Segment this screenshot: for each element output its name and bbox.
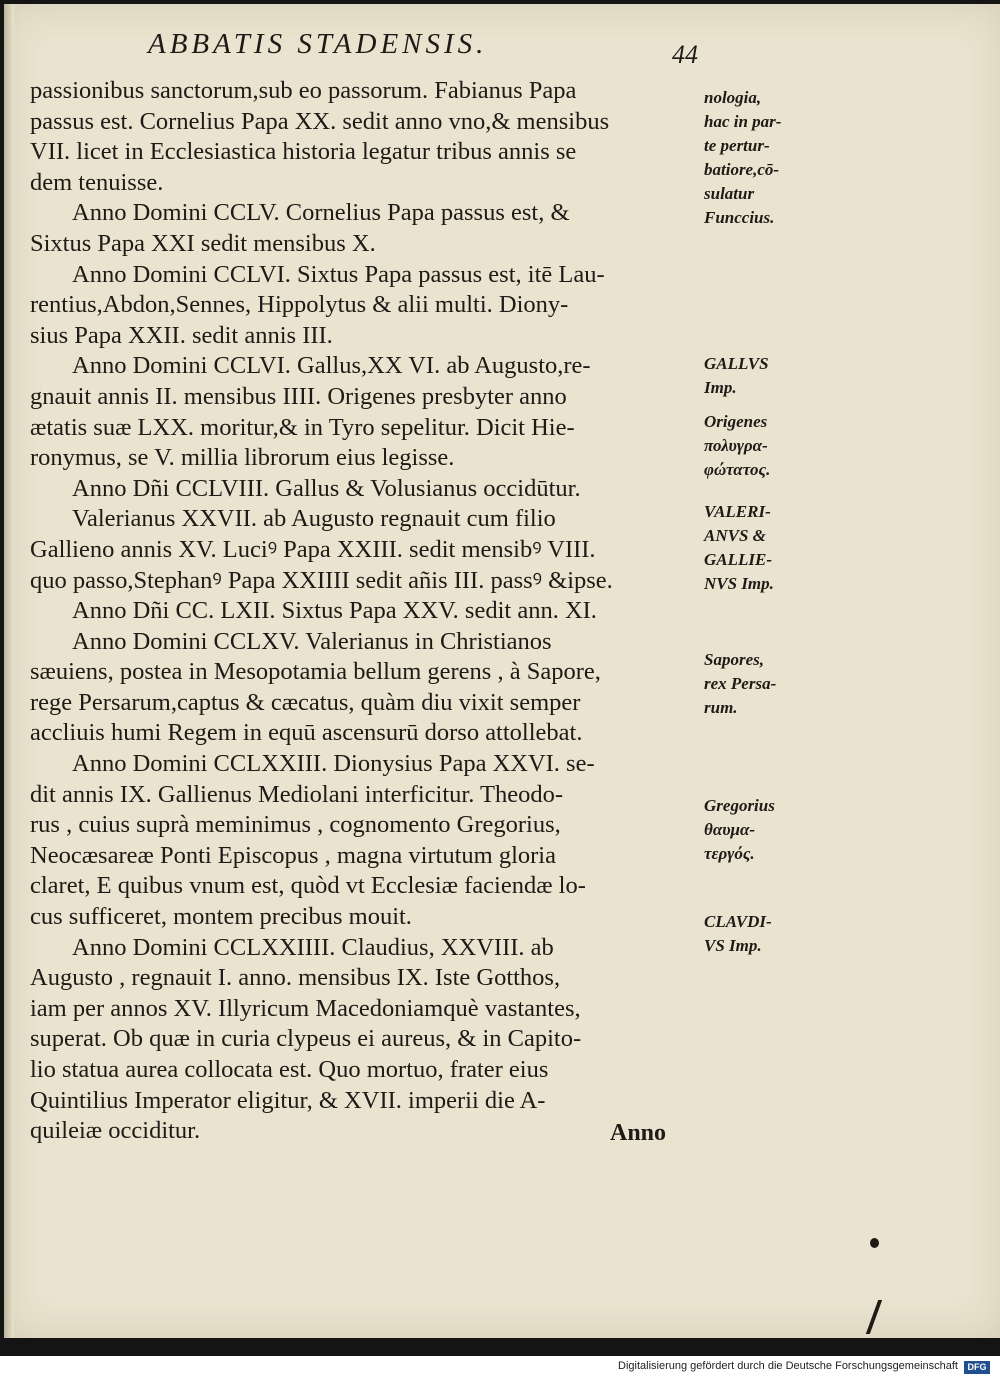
margin-note-line: Funccius. [704, 208, 775, 227]
margin-note-gregorius [704, 794, 824, 866]
text-line: Quintilius Imperator eligitur, & XVII. imperii die A- [30, 1086, 546, 1114]
margin-note-line: θαυμα- [704, 820, 756, 839]
margin-note-line: NVS Imp. [704, 574, 774, 593]
margin-note-line: Origenes [704, 412, 768, 431]
body-text [30, 76, 685, 1147]
margin-note-line: CLAVDI- [704, 912, 772, 931]
text-line: rege Persarum,captus & cæcatus, quàm diu vixit semper [30, 688, 581, 716]
text-line: superat. Ob quæ in curia clypeus ei aureus, & in Capito- [30, 1025, 582, 1053]
margin-note-chronology [704, 86, 824, 230]
margin-note-line: nologia, [704, 88, 762, 107]
margin-note-line: VS Imp. [704, 936, 762, 955]
text-line: Anno Dñi CCLVIII. Gallus & Volusianus occidūtur. [72, 474, 581, 502]
margin-note-sapores [704, 648, 824, 720]
margin-note-line: GALLVS [704, 354, 769, 373]
margin-note-line: τεργός. [704, 844, 755, 863]
text-line: passionibus sanctorum,sub eo passorum. Fabianus Papa [30, 77, 577, 104]
text-line: Anno Dñi CC. LXII. Sixtus Papa XXV. sedit ann. XI. [72, 597, 597, 625]
text-line: dem tenuisse. [30, 168, 164, 196]
margin-note-line: rum. [704, 698, 738, 717]
margin-note-line: Gregorius [704, 796, 775, 815]
margin-note-line: hac in par- [704, 112, 782, 131]
text-line: passus est. Cornelius Papa XX. sedit anno vno,& mensibus [30, 107, 610, 135]
text-line: Neocæsareæ Ponti Episcopus , magna virtutum gloria [30, 841, 556, 869]
text-line: quo passo,Stephanꝰ Papa XXIIII sedit añis III. passꝰ &ipse. [30, 566, 613, 594]
text-line: iam per annos XV. Illyricum Macedoniamquè vastantes, [30, 994, 581, 1022]
text-line: claret, E quibus vnum est, quòd vt Ecclesiæ faciendæ lo- [30, 872, 586, 900]
text-line: rus , cuius suprà meminimus , cognomento Gregorius, [30, 811, 561, 839]
margin-note-line: rex Persa- [704, 674, 777, 693]
page-edge [4, 4, 14, 1338]
ink-dot [870, 1238, 879, 1248]
margin-note-claudius [704, 910, 824, 958]
margin-note-gallus [704, 352, 824, 400]
margin-note-line: batiore,cō- [704, 160, 780, 179]
text-line: dit annis IX. Gallienus Mediolani interficitur. Theodo- [30, 780, 563, 808]
text-line: Anno Domini CCLVI. Gallus,XX VI. ab Augusto,re- [72, 352, 591, 380]
margin-note-origenes [704, 410, 824, 482]
text-line: quileiæ occiditur. [30, 1117, 201, 1145]
text-line: sius Papa XXII. sedit annis III. [30, 321, 333, 349]
text-line: sæuiens, postea in Mesopotamia bellum gerens , à Sapore, [30, 658, 601, 686]
text-line: Anno Domini CCLXXIII. Dionysius Papa XXVI. se- [72, 750, 595, 778]
text-line: rentius,Abdon,Sennes, Hippolytus & alii multi. Diony- [30, 291, 569, 319]
text-line: Sixtus Papa XXI sedit mensibus X. [30, 229, 376, 257]
text-line: cus sufficeret, montem precibus mouit. [30, 903, 412, 931]
running-header: ABBATIS STADENSIS. [148, 28, 488, 60]
margin-note-line: πολυγρα- [704, 436, 768, 455]
dfg-logo: DFG [964, 1361, 990, 1374]
text-line: Anno Domini CCLXV. Valerianus in Christianos [72, 627, 552, 655]
funding-notice: Digitalisierung gefördert durch die Deutsche Forschungsgemeinschaft [618, 1360, 958, 1372]
margin-note-line: Sapores, [704, 650, 764, 669]
text-line: Valerianus XXVII. ab Augusto regnauit cum filio [72, 505, 556, 533]
margin-note-line: te pertur- [704, 136, 770, 155]
margin-note-line: ANVS & [704, 526, 766, 545]
text-line: Anno Domini CCLXXIIII. Claudius, XXVIII. ab [72, 933, 554, 961]
text-line: VII. licet in Ecclesiastica historia legatur tribus annis se [30, 138, 577, 166]
text-line: Gallieno annis XV. Luciꝰ Papa XXIII. sedit mensibꝰ VIII. [30, 535, 596, 563]
text-line: gnauit annis II. mensibus IIII. Origenes presbyter anno [30, 382, 567, 410]
text-line: accliuis humi Regem in equū ascensurū dorso attollebat. [30, 719, 583, 747]
margin-note-line: φώτατος. [704, 460, 771, 479]
catchword: Anno [610, 1120, 667, 1146]
text-line: Augusto , regnauit I. anno. mensibus IX. Iste Gotthos, [30, 964, 561, 992]
text-line: Anno Domini CCLVI. Sixtus Papa passus est, itē Lau- [72, 260, 605, 288]
margin-note-line: Imp. [704, 378, 737, 397]
margin-note-line: VALERI- [704, 502, 771, 521]
text-line: ronymus, se V. millia librorum eius legisse. [30, 444, 455, 472]
margin-note-line: sulatur [704, 184, 755, 203]
page-number: 44 [672, 40, 698, 69]
text-line: ætatis suæ LXX. moritur,& in Tyro sepelitur. Dicit Hie- [30, 413, 575, 441]
text-line: lio statua aurea collocata est. Quo mortuo, frater eius [30, 1056, 549, 1083]
text-line: Anno Domini CCLV. Cornelius Papa passus est, & [72, 199, 570, 227]
margin-note-valerianus [704, 500, 824, 596]
margin-note-line: GALLIE- [704, 550, 772, 569]
